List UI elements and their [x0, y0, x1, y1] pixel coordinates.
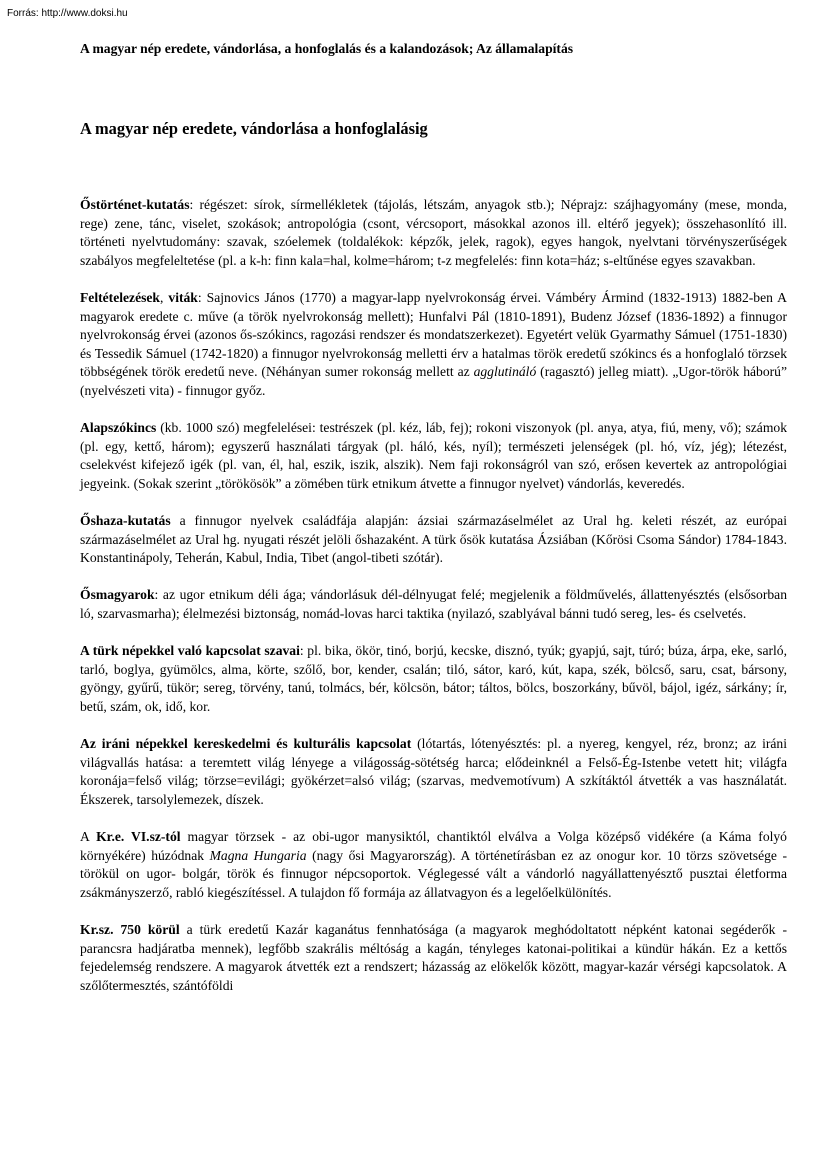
italic-term: Magna Hungaria	[209, 847, 307, 863]
paragraph-text: a türk eredetű Kazár kaganátus fennhatósága (a magyarok meghódoltatott népként katonai segéderők - parancsra hadjáratba mennek), legfőbb szakrális méltóság a kagán, tényleges katonai-politikai a kündür hákán. Ez a kettős fejedelemség rendszere. A magyarok átvették ezt a rendszert; házasság az elökelők között, magyar-kazár vérségi kapcsolatok. A szőlőtermesztés, szántóföldi	[80, 922, 787, 993]
paragraph-text: a finnugor nyelvek családfája alapján: ázsiai származáselmélet az Ural hg. keleti részét, az európai származáselmélet az Ural hg. nyugati részét jelöli őshazaként. A türk ősök kutatása Ázsiában (Kőrösi Csoma Sándor) 1784-1843. Konstantinápoly, Teherán, Kabul, India, Tibet (angol-tibeti szótár).	[80, 513, 787, 566]
bold-term: Feltételezések	[80, 289, 160, 305]
page-title: A magyar nép eredete, vándorlása a honfoglalásig	[80, 119, 428, 138]
paragraph	[80, 419, 787, 493]
bold-term: Őshaza-kutatás	[80, 513, 171, 529]
paragraph-text: A	[80, 829, 97, 845]
paragraph	[80, 735, 787, 809]
paragraph-text: : Sajnovics János (1770) a magyar-lapp nyelvrokonság érvei. Vámbéry Ármind (1832-1913) 1882-ben A magyarok eredete c. műve (a török nyelvrokonság mellett); Hunfalvi Pál (1810-1891), Budenz József (1836-1892) a finnugor nyelvrokonság érvei (azonos ős-szókincs, ragozási rendszer és mondatszerkezet). Egyetért velük Gyarmathy Sámuel (1751-1830) és Tessedik Sámuel (1742-1820) a finnugor nyelvrokonság melletti érv a hatalmas török eredetű szókincs és a honfoglaló törzsek többségének török eredetű neve. (Néhányan sumer rokonság mellett az	[80, 289, 787, 380]
paragraph-text: : régészet: sírok, sírmellékletek (tájolás, létszám, anyagok stb.); Néprajz: szájhagyomány (mese, monda, rege) zene, tánc, viselet, szokások; antropológia (csont, vércsoport, másokkal azonos ill. eltérő jegyek); összehasonlító ill. történeti nyelvtudomány: szavak, szóelemek (toldalékok: képzők, jelek, ragok), egyes hangok, nyelvtani törvényszerűségek szabályos megfeleltetése (pl. a k-h: finn kala=hal, kolme=három; t-z megfelelés: finn kota=ház; s-eltűnése egyes szavakban.	[80, 197, 787, 268]
bold-term: Őstörténet-kutatás	[80, 197, 190, 212]
italic-term: agglutináló	[473, 364, 537, 380]
paragraph-text: (ragasztó) jelleg miatt). „Ugor-török háború” (nyelvészeti vita) - finnugor győz.	[80, 364, 787, 398]
source-url: Forrás: http://www.doksi.hu	[7, 8, 128, 19]
paragraph-text: ,	[160, 289, 169, 305]
paragraph	[80, 642, 787, 716]
bold-term: viták	[168, 289, 198, 305]
document-header: A magyar nép eredete, vándorlása, a honfoglalás és a kalandozások; Az államalapítás	[80, 41, 574, 56]
bold-term: Kr.sz. 750 körül	[80, 922, 180, 938]
bold-term: Alapszókincs	[80, 420, 157, 436]
paragraph	[80, 196, 787, 270]
bold-term: Kr.e. VI.sz-tól	[96, 829, 181, 845]
paragraph-text: : az ugor etnikum déli ága; vándorlásuk dél-délnyugat felé; megjelenik a földművelés, állattenyésztés (elsősorban ló, szarvasmarha); élelmezési biztonság, nomád-lovas harci taktika (nyilazó, szablyával bánni tudó sereg, les- és cselvetés.	[80, 587, 787, 622]
bold-term: Az iráni népekkel kereskedelmi és kulturális kapcsolat	[80, 736, 412, 752]
paragraph-text: (lótartás, lótenyésztés: pl. a nyereg, kengyel, réz, bronz; az iráni világvallás hatása: a teremtett világ lényege a világosság-sötétség harca; elődeinknél a Felső-Ég-Istenbe vetett hit; világfa koronája=felső világ; törzse=evilági; gyökérzet=alsó világ; (szarvas, medvemotívum) A szkítáktól átvették a vas használatát. Ékszerek, tarsolylemezek, díszek.	[80, 736, 787, 807]
paragraph	[80, 828, 787, 902]
paragraph-text: : pl. bika, ökör, tinó, borjú, kecske, disznó, tyúk; gyapjú, sajt, túró; búza, árpa, eke, sarló, tarló, boglya, gyümölcs, alma, körte, szőlő, bor, kender, csalán; tiló, sátor, karó, kút, kapa, szék, bölcső, saru, csat, bársony, gyöngy, gyűrű, tükör; sereg, törvény, tanú, tolmács, bér, kölcsön, bátor; táltos, bölcs, boszorkány, bűvöl, bájol, igéz, sárkány; ír, betű, szám, ok, idő, kor.	[80, 643, 788, 715]
paragraph	[80, 289, 787, 401]
paragraph	[80, 921, 787, 995]
paragraph-text: magyar törzsek - az obi-ugor manysiktól, chantiktól elválva a Volga középső vidékére (a Káma folyó környékére) húzódnak	[80, 829, 787, 863]
paragraph	[80, 586, 787, 623]
paragraph	[80, 512, 787, 568]
paragraph-text: (nagy ősi Magyarország). A történetírásban ez az onogur kor. 10 törzs szövetsége - törökül on ugor- bolgár, török és finnugor népcsoportok. Véglegessé vált a vándorló nagyállattenyésztő pusztai életforma zsákmányszerző, rabló kiegészítéssel. A tulajdon fő formája az állatvagyon és a legelőelkülönítés.	[80, 847, 787, 900]
bold-term: A türk népekkel való kapcsolat szavai	[80, 643, 300, 659]
document-body	[80, 196, 787, 1014]
bold-term: Ősmagyarok	[80, 587, 155, 603]
paragraph-text: (kb. 1000 szó) megfelelései: testrészek (pl. kéz, láb, fej); rokoni viszonyok (pl. anya, atya, fiú, meny, vő); számok (pl. egy, kettő, három); egyszerű használati tárgyak (pl. háló, kés, nyíl); természeti jelenségek (pl. hó, víz, jég); létezést, cselekvést kifejező igék (pl. van, él, hal, eszik, iszik, alszik). Nem faji rokonságról van szó, erősen kevertek az antropológiai jegyeink. (Sokak szerint „törökösök” a zömében türk etnikum átvette a finnugor nyelvet) vándorlás, keveredés.	[80, 420, 787, 491]
